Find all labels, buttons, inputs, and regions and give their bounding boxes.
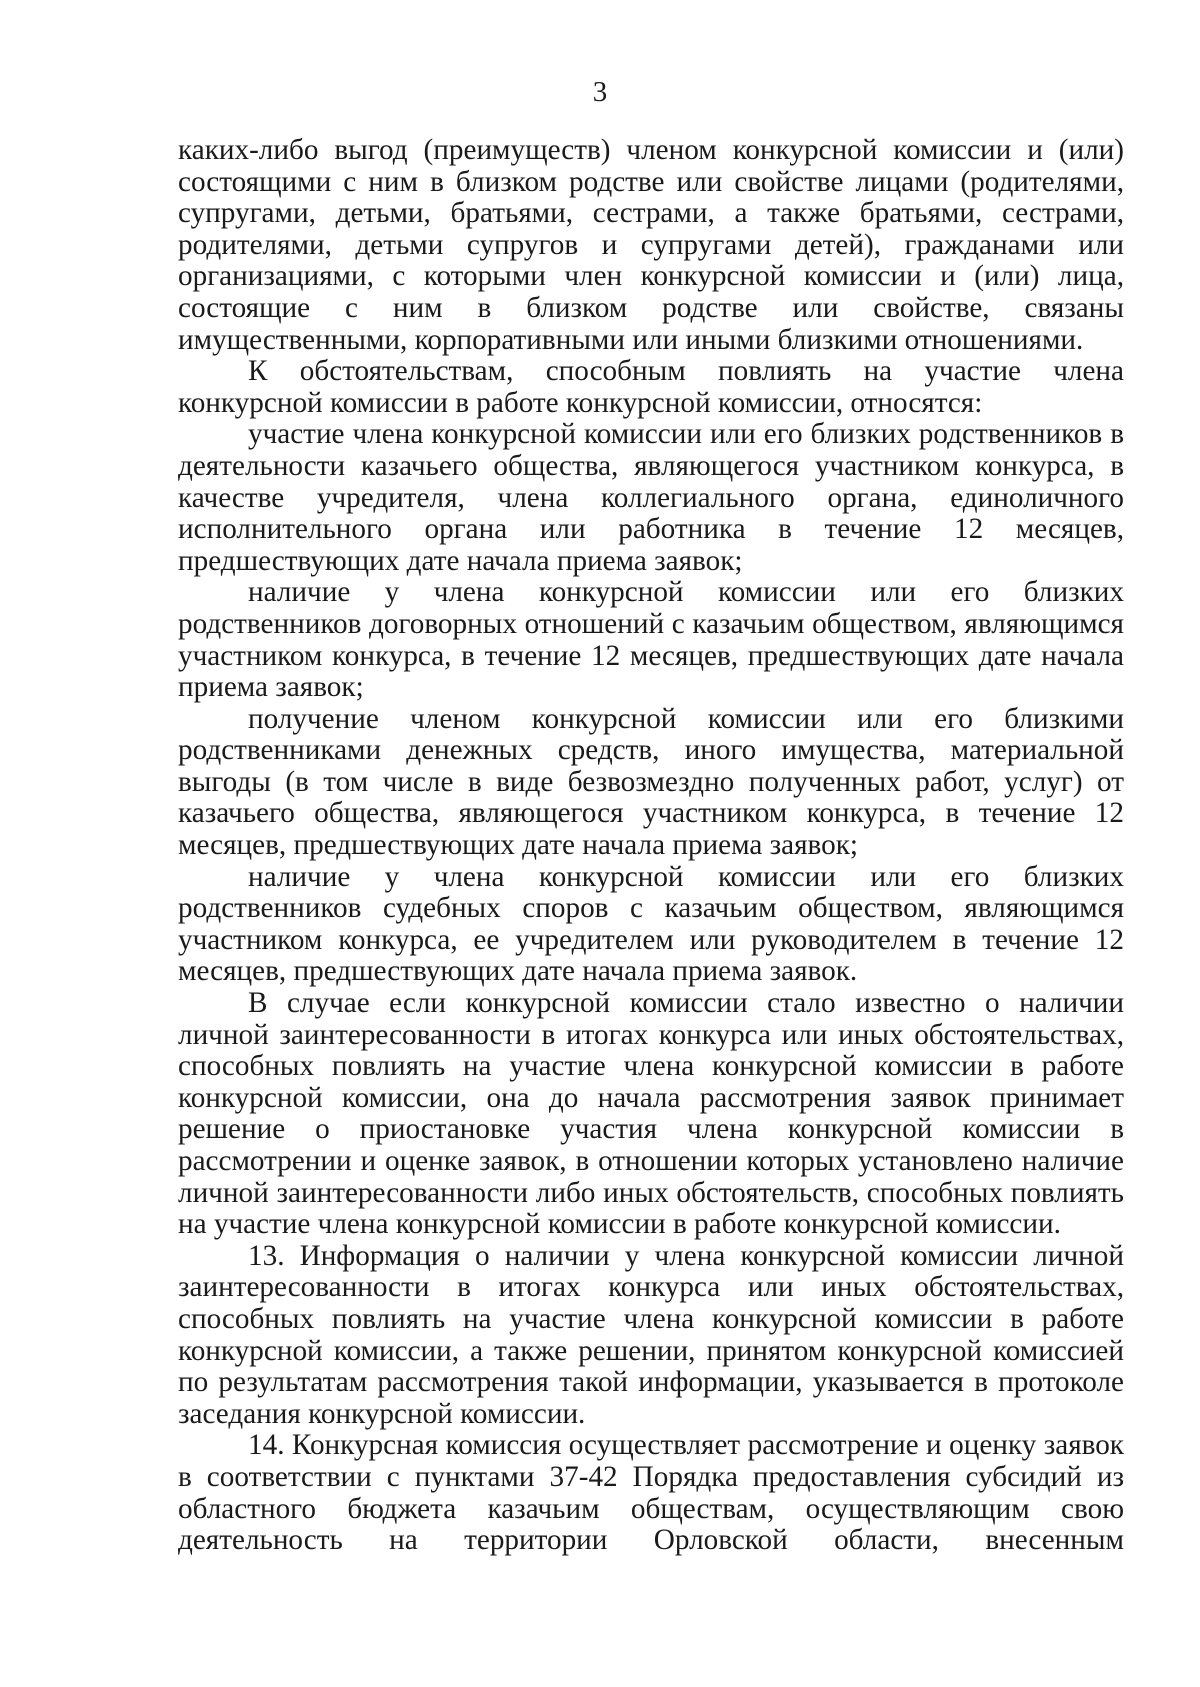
paragraph: получение членом конкурсной комиссии или его близкими родственниками денежных средств, иного имущества, материальной выгоды (в том числе в виде безвозмездно полученных работ, услуг) от казачьего общества, являющегося участником конкурса, в течение 12 месяцев, предшествующих дате начала приема заявок; [178,702,1124,862]
paragraph: каких-либо выгод (преимуществ) членом конкурсной комиссии и (или) состоящими с ним в близком родстве или свойстве лицами (родителями, супругами, детьми, братьями, сестрами, а также братьями, сестрами, родителями, детьми супругов и супругами детей), гражданами или организациями, с которыми член конкурсной комиссии и (или) лица, состоящие с ним в близком родстве или свойстве, связаны имущественными, корпоративными или иными близкими отношениями. [178,134,1124,356]
paragraph: 14. Конкурсная комиссия осуществляет рассмотрение и оценку заявок в соответствии с пунктами 37-42 Порядка предоставления субсидий из областного бюджета казачьим обществам, осуществляющим свою деятельность на территории Орловской области, внесенным [178,1429,1124,1557]
paragraph: 13. Информация о наличии у члена конкурсной комиссии личной заинтересованности в итогах конкурса или иных обстоятельствах, способных повлиять на участие члена конкурсной комиссии в работе конкурсной комиссии, а также решении, принятом конкурсной комиссией по результатам рассмотрения такой информации, указывается в протоколе заседания конкурсной комиссии. [178,1239,1124,1430]
paragraph: наличие у члена конкурсной комиссии или его близких родственников судебных споров с казачьим обществом, являющимся участником конкурса, ее учредителем или руководителем в течение 12 месяцев, предшествующих дате начала приема заявок. [178,860,1124,988]
paragraph: К обстоятельствам, способным повлиять на участие члена конкурсной комиссии в работе конкурсной комиссии, относятся: [178,355,1124,419]
document-body [178,135,1124,1557]
paragraph: В случае если конкурсной комиссии стало известно о наличии личной заинтересованности в итогах конкурса или иных обстоятельствах, способных повлиять на участие члена конкурсной комиссии в работе конкурсной комиссии, она до начала рассмотрения заявок принимает решение о приостановке участия члена конкурсной комиссии в рассмотрении и оценке заявок, в отношении которых установлено наличие личной заинтересованности либо иных обстоятельств, способных повлиять на участие члена конкурсной комиссии в работе конкурсной комиссии. [178,987,1124,1241]
paragraph: наличие у члена конкурсной комиссии или его близких родственников договорных отношений с казачьим обществом, являющимся участником конкурса, в течение 12 месяцев, предшествующих дате начала приема заявок; [178,576,1124,704]
paragraph: участие члена конкурсной комиссии или его близких родственников в деятельности казачьего общества, являющегося участником конкурса, в качестве учредителя, члена коллегиального органа, единоличного исполнительного органа или работника в течение 12 месяцев, предшествующих дате начала приема заявок; [178,418,1124,577]
page-number: 3 [592,76,608,108]
